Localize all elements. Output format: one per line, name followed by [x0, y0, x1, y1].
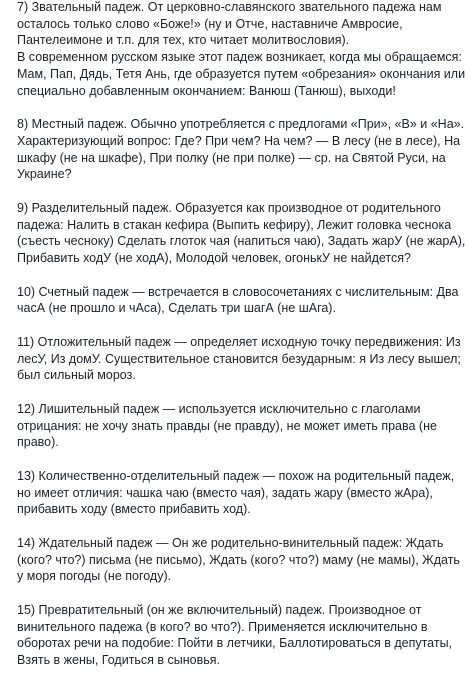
- paragraph-line: 7) Звательный падеж. От церковно-славянского звательного падежа нам осталось только слово «Боже!» (ну и Отче, наставниче Амвросие, Пантелеимоне и т.п. для тех, кто читает молитвословия).: [17, 0, 442, 48]
- paragraph-privative-case: [17, 401, 467, 451]
- paragraph-line: 11) Отложительный падеж — определяет исходную точку передвижения: Из лесУ, Из домУ. Существительное становится безударным: я Из лесу вышел; был сильный мороз.: [17, 334, 461, 383]
- paragraph-partitive-case: [17, 200, 467, 267]
- paragraph-line: 12) Лишительный падеж — используется исключительно с глаголами отрицания: не хочу знать правды (не правду), не может иметь права (не право).: [17, 401, 437, 450]
- paragraph-line: В современном русском языке этот падеж возникает, когда мы обращаемся: Мам, Пап, Дядь, Тетя Ань, где образуется путем «обрезания» окончания или специально добавленным окончанием: Ванюш (Танюш), выходи!: [17, 50, 466, 98]
- post-text: [17, 0, 467, 686]
- paragraph-line: 10) Счетный падеж — встречается в словосочетаниях с числительным: Два часА (не прошло и чАса), Сделать три шагА (не шАга).: [17, 284, 459, 316]
- paragraph-line: 8) Местный падеж. Обычно употребляется с предлогами «При», «В» и «На». Характеризующий вопрос: Где? При чем? На чем? — В лесу (не в лесе), На шкафу (не на шкафе), При полку (не при полке) — ср. на Святой Руси, на Украине?: [17, 117, 465, 182]
- paragraph-translative-case: [17, 602, 467, 669]
- paragraph-quantitative-case: [17, 468, 467, 518]
- paragraph-elative-case: [17, 334, 467, 384]
- paragraph-count-case: [17, 284, 467, 317]
- paragraph-line: 15) Превратительный (он же включительный) падеж. Производное от винительного падежа (в кого? во что?). Применяется исключительно в оборотах речи на подобие: Пойти в летчики, Баллотироваться в депутаты, Взять в жены, Годиться в сыновья.: [17, 602, 453, 667]
- paragraph-line: 13) Количественно-отделительный падеж — похож на родительный падеж, но имеет отличия: чашка чаю (вместо чая), задать жару (вместо жАра), прибавить ходу (вместо прибавить ход).: [17, 468, 455, 517]
- paragraph-line: 9) Разделительный падеж. Образуется как производное от родительного падежа: Налить в стакан кефира (Выпить кефиру), Лежит головка чеснока (съесть чесноку) Сделать глоток чая (напиться чаю), Задать жарУ (не жарА), Прибавить ходУ (не ходА), Молодой человек, огонькУ не найдется?: [17, 200, 466, 265]
- paragraph-vocative-case: [17, 0, 467, 99]
- paragraph-expectative-case: [17, 535, 467, 585]
- paragraph-line: 14) Ждательный падеж — Он же родительно-винительный падеж: Ждать (кого? что?) письма (не письмо), Ждать (кого? что?) маму (не мамы), Ждать у моря погоды (не погоду).: [17, 535, 460, 584]
- paragraph-locative-case: [17, 116, 467, 183]
